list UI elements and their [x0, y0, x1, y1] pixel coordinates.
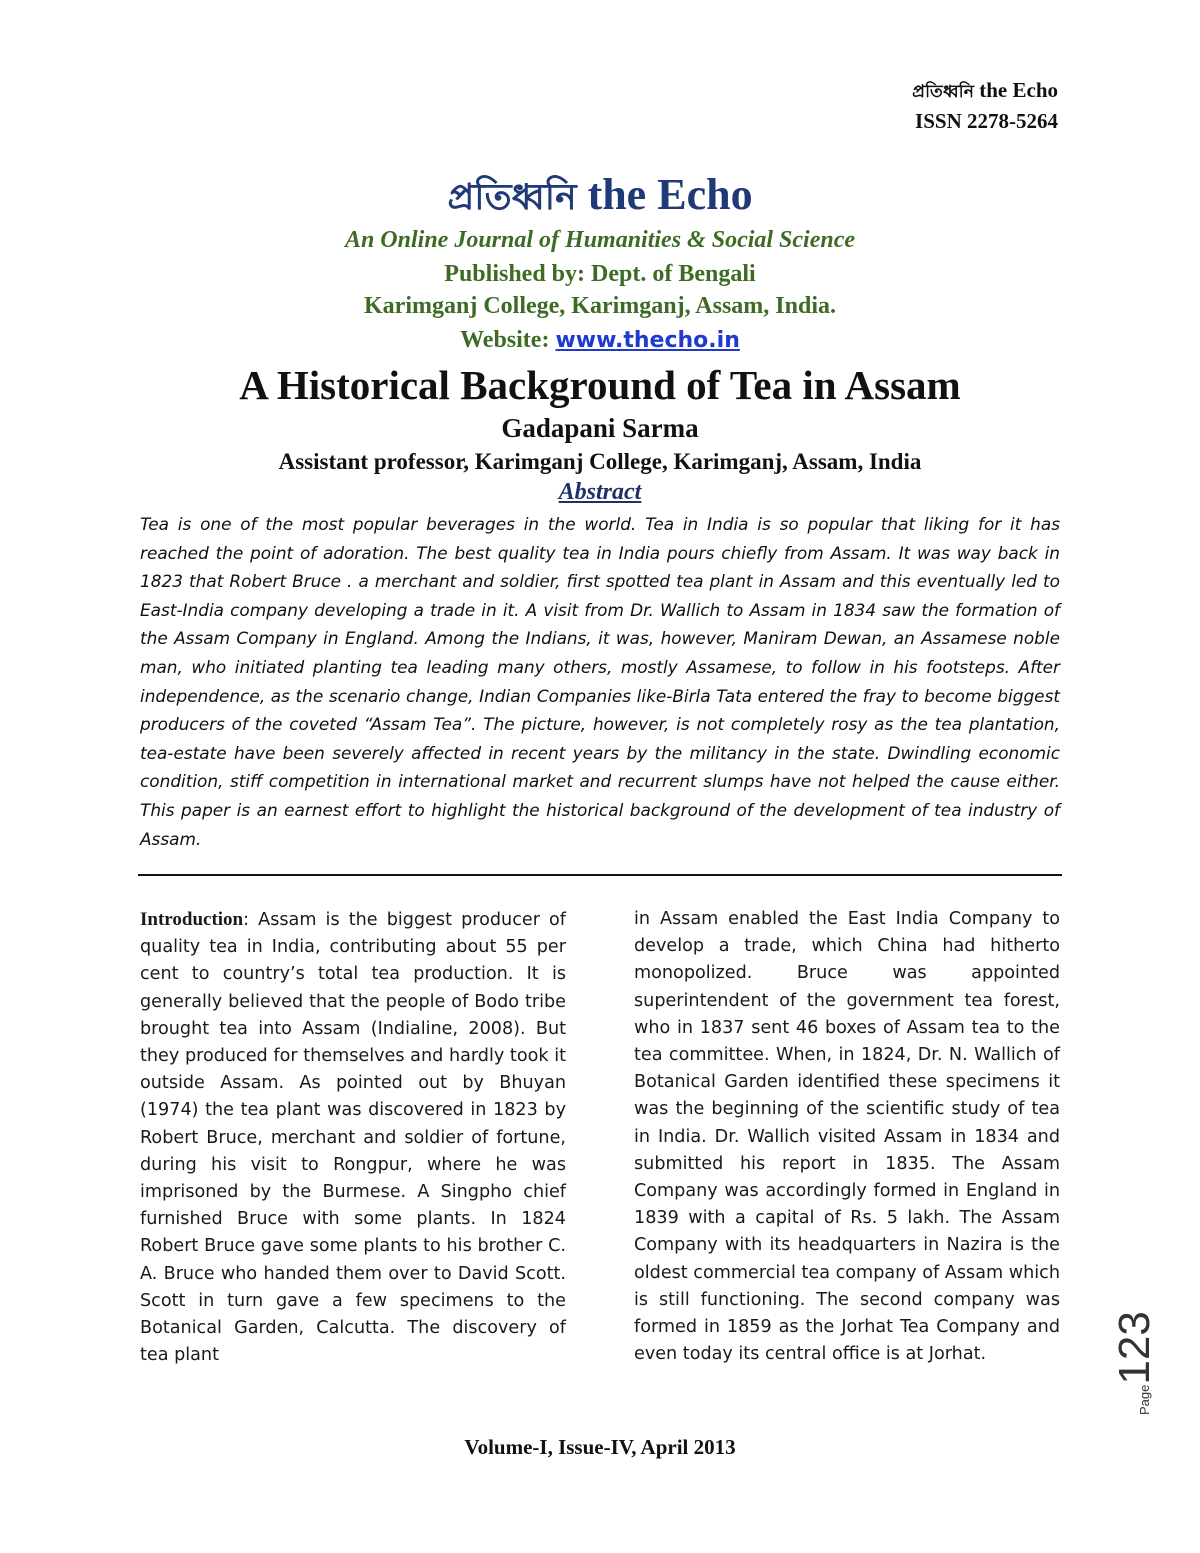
running-header-issn: ISSN 2278-5264: [915, 109, 1058, 133]
footer-volume-issue: Volume-I, Issue-IV, April 2013: [464, 1435, 736, 1459]
running-header-journal: [912, 78, 1058, 104]
website-label: Website:: [460, 327, 550, 353]
body-column-left: [140, 906, 566, 1369]
article-title: A Historical Background of Tea in Assam: [239, 362, 961, 408]
abstract-body: Tea is one of the most popular beverages in the world. Tea in India is so popular that liking for it has reached the point of adoration. The best quality tea in India pours chiefly from Assam. It was way back in 1823 that Robert Bruce . a merchant and soldier, first spotted tea plant in Assam and this eventually led to East-India company developing a trade in it. A visit from Dr. Wallich to Assam in 1834 saw the formation of the Assam Company in England. Among the Indians, it was, however, Maniram Dewan, an Assamese noble man, who initiated planting tea leading many others, mostly Assamese, to follow in his footsteps. After independence, as the scenario change, Indian Companies like-Birla Tata entered the fray to become biggest producers of the coveted “Assam Tea”. The picture, however, is not completely rosy as the tea plantation, tea-estate have been severely affected in recent years by the militancy in the state. Dwindling economic condition, stiff competition in international market and recurrent slumps have not helped the cause either. This paper is an earnest effort to highlight the historical background of the development of tea industry of Assam.: [140, 514, 1060, 849]
website-line: [0, 323, 1200, 358]
section-divider: [138, 874, 1062, 876]
abstract-heading: Abstract: [558, 479, 642, 505]
page-number-block: [1110, 1295, 1170, 1415]
masthead-title: [0, 168, 1200, 225]
running-header-journal-en: the Echo: [979, 78, 1058, 102]
masthead-title-en: the Echo: [587, 170, 753, 219]
masthead-title-bn: প্রতিধ্বনি: [447, 177, 577, 218]
author-affiliation: Assistant professor, Karimganj College, Karimganj, Assam, India: [278, 449, 922, 474]
introduction-text-left: : Assam is the biggest producer of quality tea in India, contributing about 55 per cent to country’s total tea production. It is generally believed that the people of Bodo tribe brought tea into Assam (Indialine, 2008). But they produced for themselves and hardly took it outside Assam. As pointed out by Bhuyan (1974) the tea plant was discovered in 1823 by Robert Bruce, merchant and soldier of fortune, during his visit to Rongpur, where he was imprisoned by the Burmese. A Singpho chief furnished Bruce with some plants. In 1824 Robert Bruce gave some plants to his brother C. A. Bruce who handed them over to David Scott. Scott in turn gave a few specimens to the Botanical Garden, Calcutta. The discovery of tea plant: [140, 910, 566, 1366]
published-by: Published by: Dept. of Bengali: [444, 261, 756, 287]
page-number: 123: [1110, 1311, 1159, 1385]
running-header-journal-bn: প্রতিধ্বনি: [912, 82, 974, 102]
website-link[interactable]: www.thecho.in: [555, 328, 740, 353]
page-label: Page: [1137, 1384, 1152, 1415]
introduction-label: Introduction: [140, 909, 244, 930]
college-address: Karimganj College, Karimganj, Assam, India.: [364, 293, 836, 319]
author-name: Gadapani Sarma: [501, 413, 699, 443]
journal-subtitle: An Online Journal of Humanities & Social Science: [344, 227, 856, 253]
body-column-right: in Assam enabled the East India Company to develop a trade, which China had hitherto monopolized. Bruce was appointed superintendent of the government tea forest, who in 1837 sent 46 boxes of Assam tea to the tea committee. When, in 1824, Dr. N. Wallich of Botanical Garden identified these specimens it was the beginning of the scientific study of tea in India. Dr. Wallich visited Assam in 1834 and submitted his report in 1835. The Assam Company was accordingly formed in England in 1839 with a capital of Rs. 5 lakh. The Assam Company with its headquarters in Nazira is the oldest commercial tea company of Assam which is still functioning. The second company was formed in 1859 as the Jorhat Tea Company and even today its central office is at Jorhat.: [634, 909, 1060, 1365]
